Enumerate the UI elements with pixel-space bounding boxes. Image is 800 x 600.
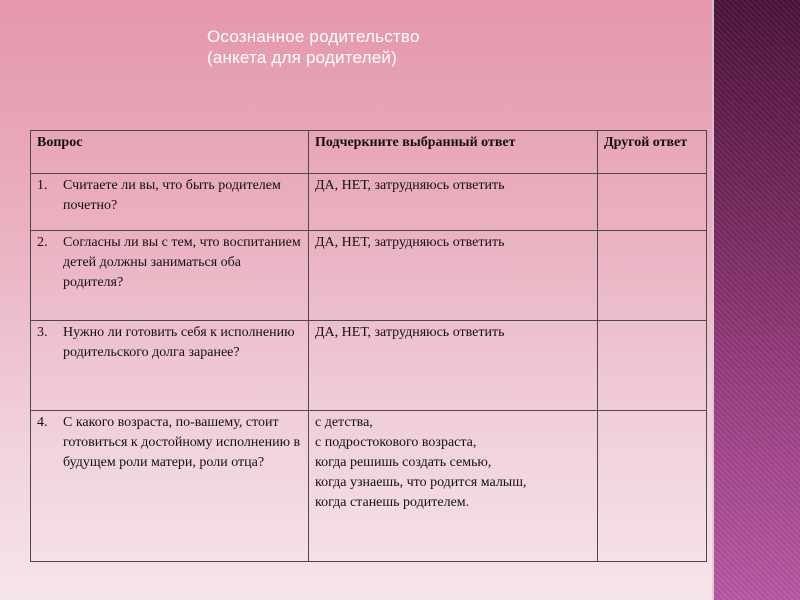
question-text: Согласны ли вы с тем, что воспитанием детей должны заниматься оба родителя?	[63, 235, 301, 290]
questionnaire-table	[30, 130, 707, 562]
header-answer: Подчеркните выбранный ответ	[309, 131, 598, 174]
answer-cell[interactable]	[309, 174, 598, 231]
answer-cell[interactable]	[309, 321, 598, 411]
question-number: 3.	[37, 325, 48, 340]
answer-option[interactable]: ДА, НЕТ, затрудняюсь ответить	[315, 178, 505, 193]
question-number: 4.	[37, 415, 48, 430]
question-cell	[31, 411, 309, 562]
header-question: Вопрос	[31, 131, 309, 174]
question-text: Считаете ли вы, что быть родителем почетно?	[63, 178, 281, 213]
question-number: 1.	[37, 178, 48, 193]
table-header-row	[31, 131, 707, 174]
answer-option[interactable]: с подростокового возраста,	[315, 435, 477, 450]
answer-cell[interactable]	[309, 411, 598, 562]
table-row	[31, 321, 707, 411]
decorative-side-panel	[712, 0, 800, 600]
answer-option[interactable]: ДА, НЕТ, затрудняюсь ответить	[315, 235, 505, 250]
answer-option[interactable]: когда станешь родителем.	[315, 495, 470, 510]
answer-option[interactable]: когда узнаешь, что родится малыш,	[315, 475, 527, 490]
table-row	[31, 231, 707, 321]
other-answer-cell[interactable]	[598, 174, 707, 231]
table-row	[31, 174, 707, 231]
question-cell	[31, 231, 309, 321]
answer-cell[interactable]	[309, 231, 598, 321]
table-row	[31, 411, 707, 562]
other-answer-cell[interactable]	[598, 231, 707, 321]
header-other: Другой ответ	[598, 131, 707, 174]
question-cell	[31, 174, 309, 231]
answer-option[interactable]: когда решишь создать семью,	[315, 455, 492, 470]
slide-title	[207, 26, 420, 68]
question-number: 2.	[37, 235, 48, 250]
answer-option[interactable]: с детства,	[315, 415, 373, 430]
side-panel-edge	[712, 0, 714, 600]
title-line-1: Осознанное родительство	[207, 27, 420, 46]
question-cell	[31, 321, 309, 411]
other-answer-cell[interactable]	[598, 411, 707, 562]
question-text: Нужно ли готовить себя к исполнению родительского долга заранее?	[63, 325, 295, 360]
other-answer-cell[interactable]	[598, 321, 707, 411]
answer-option[interactable]: ДА, НЕТ, затрудняюсь ответить	[315, 325, 505, 340]
question-text: С какого возраста, по-вашему, стоит готовиться к достойному исполнению в будущем роли матери, роли отца?	[63, 415, 301, 470]
title-line-2: (анкета для родителей)	[207, 48, 397, 67]
